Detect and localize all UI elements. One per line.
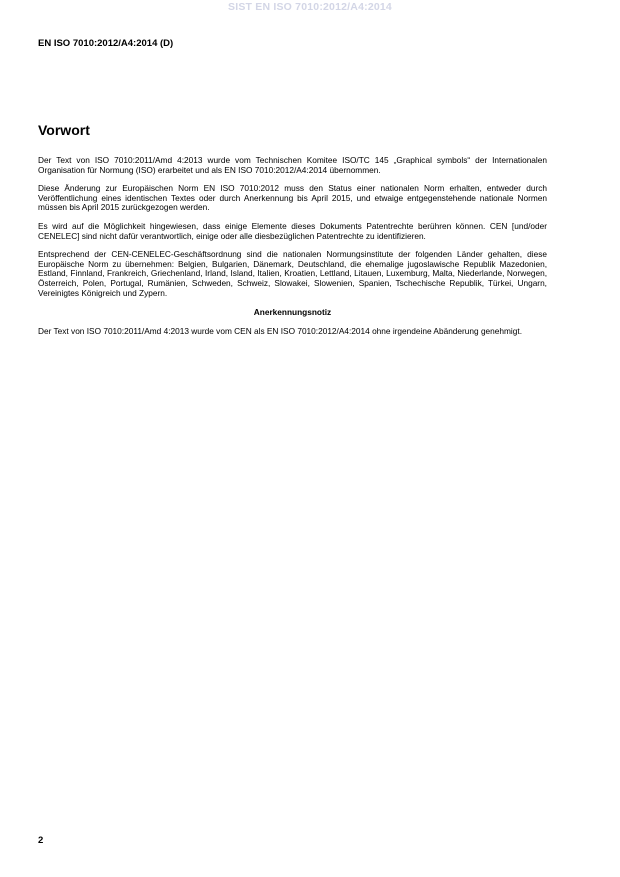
endorsement-heading: Anerkennungsnotiz — [253, 307, 332, 318]
paragraph-patent: Es wird auf die Möglichkeit hingewiesen, dass einige Elemente dieses Dokuments Patentrechte berühren können. CEN [und/oder CENELEC] sind nicht dafür verantwortlich, einige oder alle diesbezüglichen Patentrechte zu identifizieren. — [38, 220, 547, 241]
document-id-header: EN ISO 7010:2012/A4:2014 (D) — [38, 38, 174, 49]
watermark-standard-id: SIST EN ISO 7010:2012/A4:2014 — [228, 1, 392, 13]
section-title: Vorwort — [38, 122, 90, 138]
foreword-body — [38, 156, 547, 345]
paragraph-status: Diese Änderung zur Europäischen Norm EN ISO 7010:2012 muss den Status einer nationalen Norm erhalten, entweder durch Veröffentlichung eines identischen Textes oder durch Anerkennung bis April 2015, und etwaige entgegenstehende nationale Normen müssen bis April 2015 zurückgezogen werden. — [38, 183, 547, 213]
paragraph-origin: Der Text von ISO 7010:2011/Amd 4:2013 wurde vom Technischen Komitee ISO/TC 145 „Graphical symbols“ der Internationalen Organisation für Normung (ISO) erarbeitet und als EN ISO 7010:2012/A4:2014 übernommen. — [38, 155, 547, 175]
endorsement-text: Der Text von ISO 7010:2011/Amd 4:2013 wurde vom CEN als EN ISO 7010:2012/A4:2014 ohne irgendeine Abänderung genehmigt. — [38, 325, 522, 336]
page-number: 2 — [38, 835, 44, 846]
paragraph-countries: Entsprechend der CEN-CENELEC-Geschäftsordnung sind die nationalen Normungsinstitute der folgenden Länder gehalten, diese Europäische Norm zu übernehmen: Belgien, Bulgarien, Dänemark, Deutschland, die ehemalige jugoslawische Republik Mazedonien, Estland, Finnland, Frankreich, Griechenland, Irland, Island, Italien, Kroatien, Lettland, Litauen, Luxemburg, Malta, Niederlande, Norwegen, Österreich, Polen, Portugal, Rumänien, Schweden, Schweiz, Slowakei, Slowenien, Spanien, Tschechische Republik, Türkei, Ungarn, Vereinigtes Königreich und Zypern. — [38, 249, 547, 298]
